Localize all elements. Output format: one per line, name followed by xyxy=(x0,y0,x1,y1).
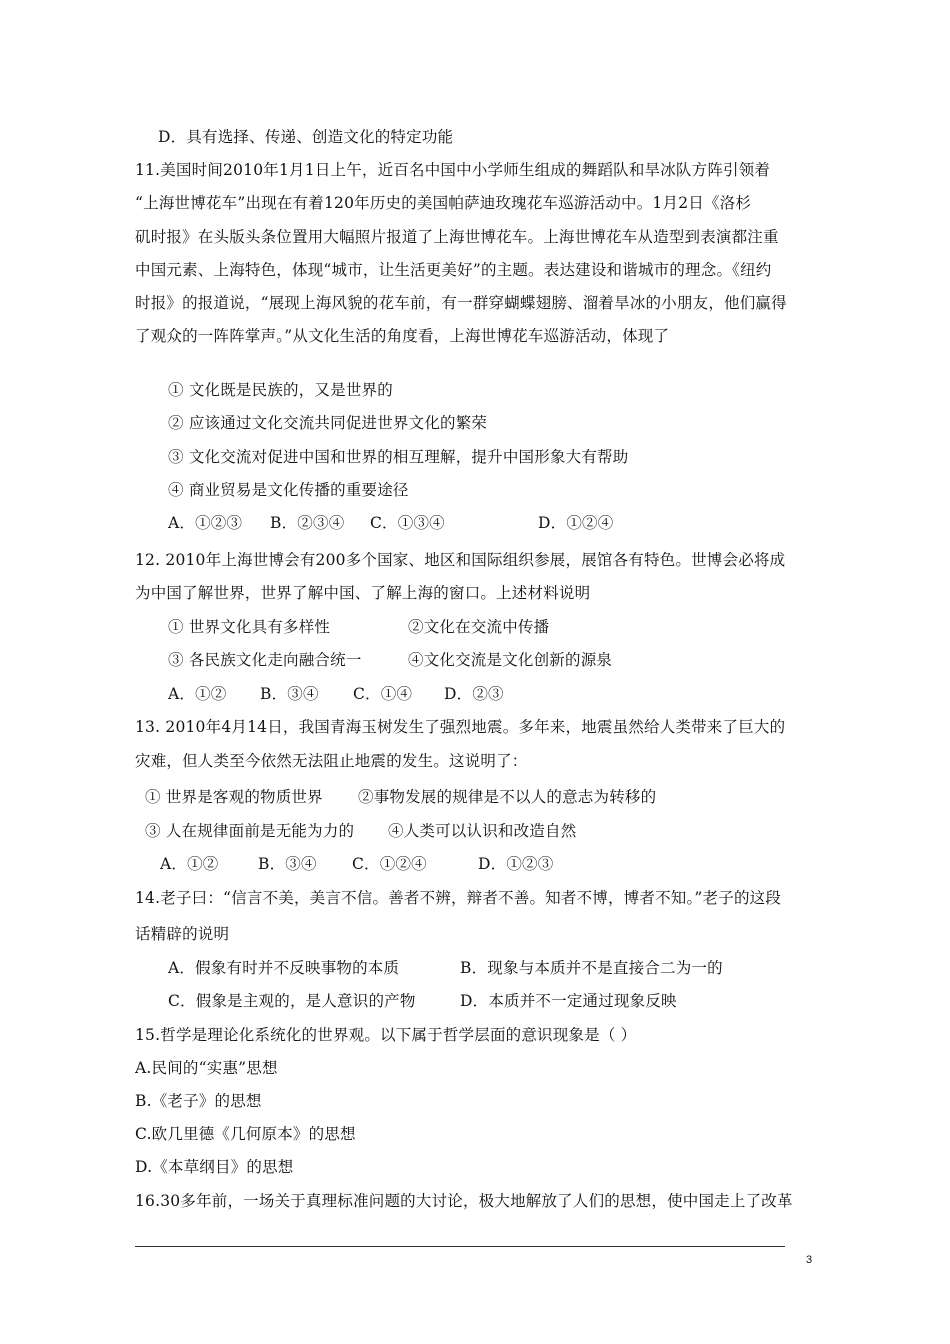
q12-statement: ③ 各民族文化走向融合统一 xyxy=(168,651,362,669)
q12-options xyxy=(168,684,568,704)
q14-option-a: A．假象有时并不反映事物的本质 xyxy=(168,959,400,977)
q15-option-d: D.《本草纲目》的思想 xyxy=(135,1158,294,1176)
q11-option-b: B．②③④ xyxy=(270,514,345,532)
q15-option-a: A.民间的“实惠”思想 xyxy=(135,1059,278,1077)
q16-stem: 16.30多年前，一场关于真理标准问题的大讨论，极大地解放了人们的思想，使中国走上了改革 xyxy=(135,1192,793,1210)
q12-stem-line: 为中国了解世界，世界了解中国、了解上海的窗口。上述材料说明 xyxy=(135,584,591,602)
q13-statement: ②事物发展的规律是不以人的意志为转移的 xyxy=(358,788,657,806)
q12-statement: ① 世界文化具有多样性 xyxy=(168,618,331,636)
footer-divider xyxy=(135,1246,785,1247)
q11-options xyxy=(168,513,648,533)
q11-stem-line: 矶时报》在头版头条位置用大幅照片报道了上海世博花车。上海世博花车从造型到表演都注重 xyxy=(135,228,779,246)
q11-statement: ③ 文化交流对促进中国和世界的相互理解，提升中国形象大有帮助 xyxy=(168,448,629,466)
q15-option-c: C.欧几里德《几何原本》的思想 xyxy=(135,1125,356,1143)
q12-option-a: A．①② xyxy=(168,685,227,703)
q14-stem-line: 话精辟的说明 xyxy=(135,925,230,943)
q13-stem-line: 灾难，但人类至今依然无法阻止地震的发生。这说明了： xyxy=(135,752,528,770)
q11-statement: ① 文化既是民族的，又是世界的 xyxy=(168,381,393,399)
q11-stem-line: 11.美国时间2010年1月1日上午，近百名中国中小学师生组成的舞蹈队和旱冰队方阵引领着 xyxy=(135,161,771,179)
q11-statement: ② 应该通过文化交流共同促进世界文化的繁荣 xyxy=(168,414,488,432)
q13-option-a: A．①② xyxy=(160,855,219,873)
q13-option-b: B．③④ xyxy=(258,855,317,873)
q11-stem-line: “上海世博花车”出现在有着120年历史的美国帕萨迪玫瑰花车巡游活动中。1月2日《洛杉 xyxy=(135,194,752,212)
q13-statement: ① 世界是客观的物质世界 xyxy=(145,788,323,806)
q14-option-c: C．假象是主观的，是人意识的产物 xyxy=(168,992,416,1010)
q12-option-c: C．①④ xyxy=(353,685,413,703)
q11-stem-line: 中国元素、上海特色，体现“城市，让生活更美好”的主题。表达建设和谐城市的理念。《纽约 xyxy=(135,261,772,279)
q11-option-c: C．①③④ xyxy=(370,514,445,532)
q14-stem-line: 14.老子曰：“信言不美，美言不信。善者不辨，辩者不善。知者不博，博者不知。”老子的这段 xyxy=(135,889,782,907)
q12-option-b: B．③④ xyxy=(260,685,319,703)
q11-stem-line: 时报》的报道说，“展现上海风貌的花车前，有一群穿蝴蝶翅膀、溜着旱冰的小朋友，他们赢得 xyxy=(135,294,787,312)
q11-statement: ④ 商业贸易是文化传播的重要途径 xyxy=(168,481,409,499)
page-number: 3 xyxy=(806,1254,813,1266)
q14-option-b: B．现象与本质并不是直接合二为一的 xyxy=(460,959,723,977)
q11-option-d: D．①②④ xyxy=(538,514,614,532)
q11-stem-line: 了观众的一阵阵掌声。”从文化生活的角度看，上海世博花车巡游活动，体现了 xyxy=(135,327,670,345)
q10-option-d: D．具有选择、传递、创造文化的特定功能 xyxy=(158,128,454,146)
q11-option-a: A．①②③ xyxy=(168,514,243,532)
q15-option-b: B.《老子》的思想 xyxy=(135,1092,262,1110)
q13-option-d: D．①②③ xyxy=(478,855,554,873)
q13-options xyxy=(160,854,580,874)
q12-statement: ④文化交流是文化创新的源泉 xyxy=(408,651,613,669)
q12-statement: ②文化在交流中传播 xyxy=(408,618,550,636)
q14-option-d: D．本质并不一定通过现象反映 xyxy=(460,992,677,1010)
q13-stem-line: 13. 2010年4月14日，我国青海玉树发生了强烈地震。多年来，地震虽然给人类带来了巨大的 xyxy=(135,718,786,736)
q12-stem-line: 12. 2010年上海世博会有200多个国家、地区和国际组织参展，展馆各有特色。世博会必将成 xyxy=(135,551,786,569)
q13-statement: ④人类可以认识和改造自然 xyxy=(388,822,577,840)
q13-statement: ③ 人在规律面前是无能为力的 xyxy=(145,822,355,840)
q15-stem: 15.哲学是理论化系统化的世界观。以下属于哲学层面的意识现象是（ ） xyxy=(135,1026,637,1044)
q12-option-d: D．②③ xyxy=(444,685,504,703)
q13-option-c: C．①②④ xyxy=(352,855,427,873)
